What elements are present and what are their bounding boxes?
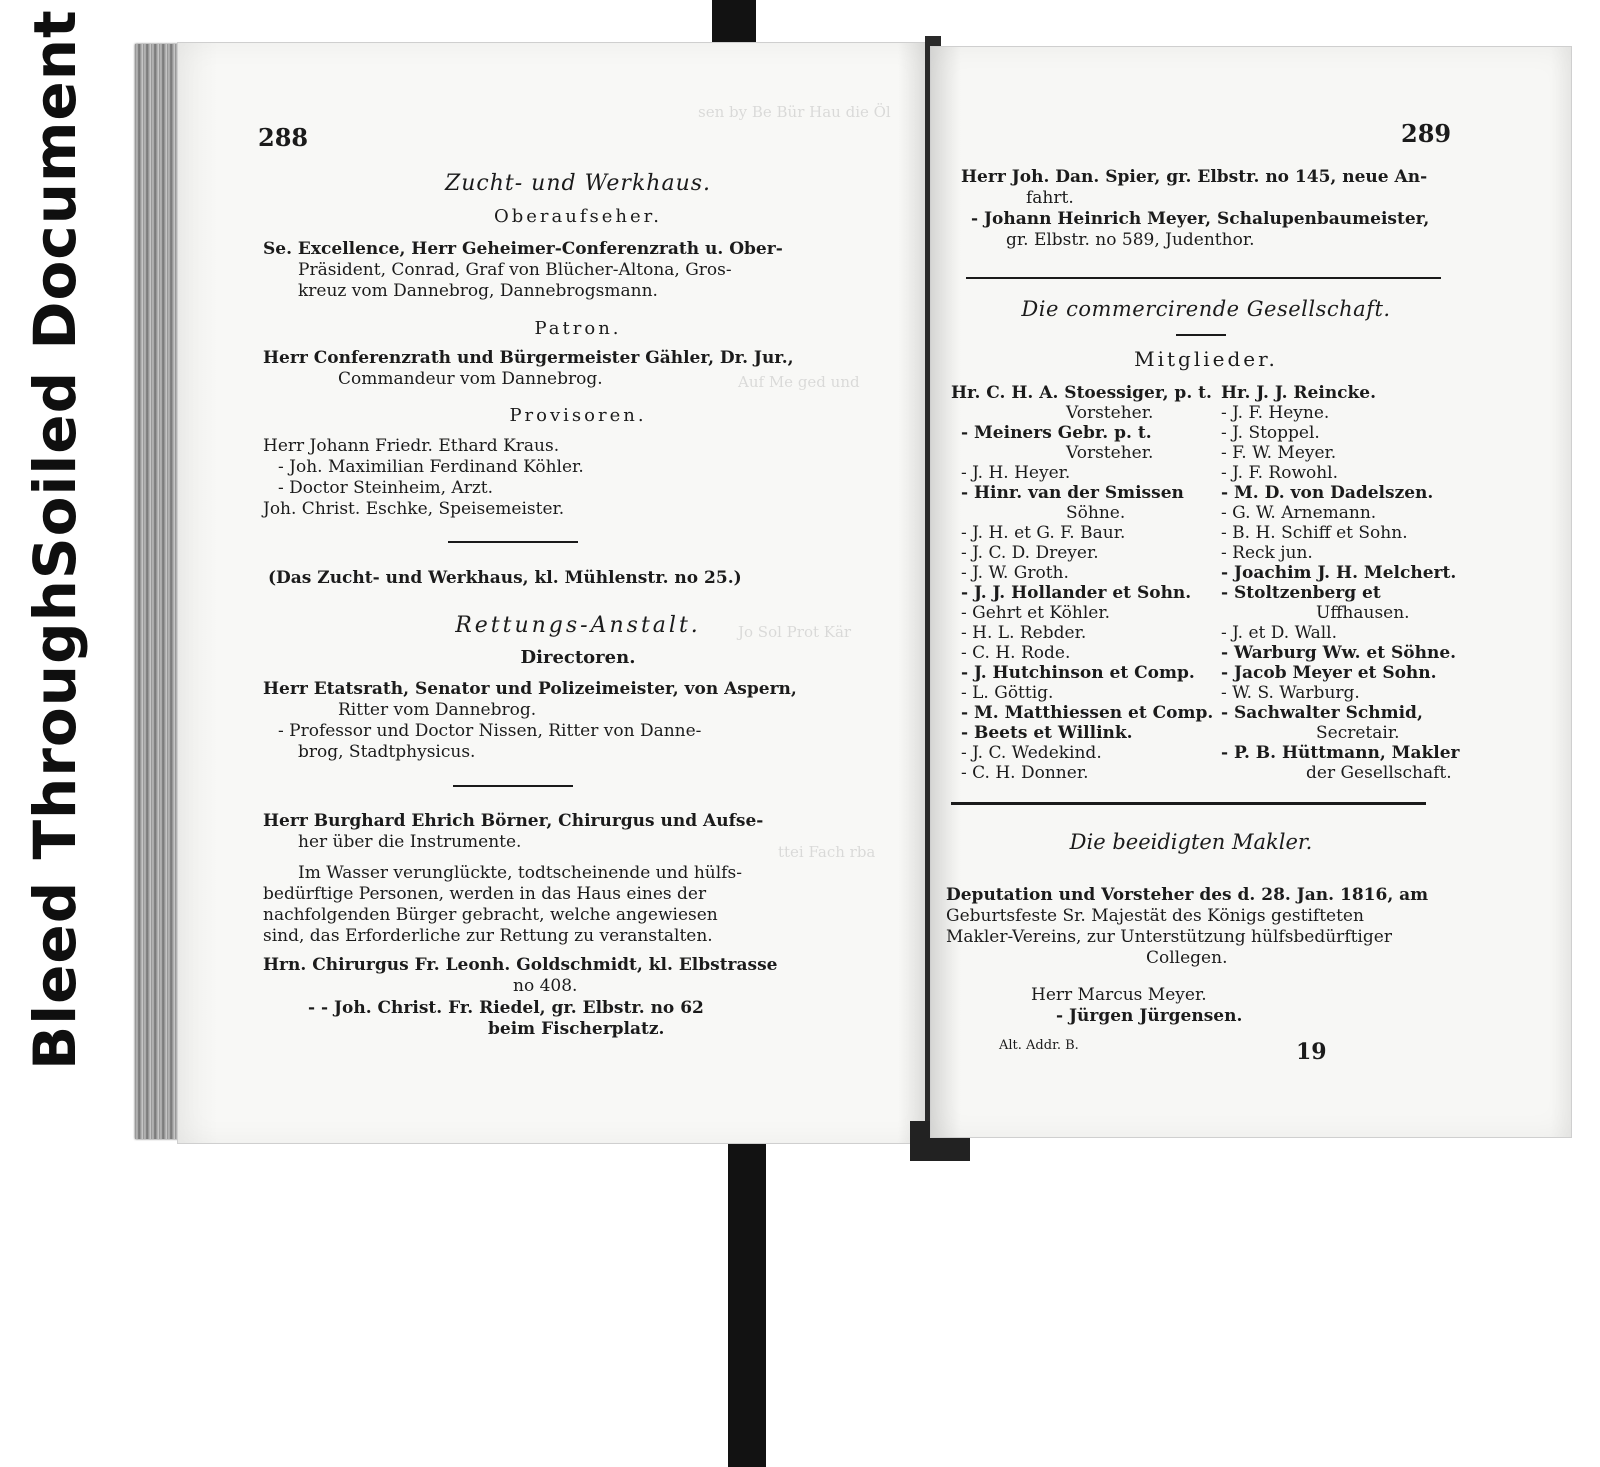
member-entry: - J. F. Heyne. xyxy=(1221,403,1330,423)
member-entry: - Gehrt et Köhler. xyxy=(961,603,1110,623)
page-number: 289 xyxy=(1401,119,1452,148)
text-line: - Professor und Doctor Nissen, Ritter von Danne- xyxy=(278,721,702,741)
address-line: (Das Zucht- und Werkhaus, kl. Mühlenstr. no 25.) xyxy=(268,568,742,588)
divider xyxy=(966,277,1441,279)
member-entry: - G. W. Arnemann. xyxy=(1221,503,1377,523)
member-entry: Uffhausen. xyxy=(1316,603,1410,623)
text-line: Herr Johann Friedr. Ethard Kraus. xyxy=(263,436,560,456)
member-entry: - J. Stoppel. xyxy=(1221,423,1320,443)
signature-number: 19 xyxy=(1296,1039,1327,1065)
member-entry: Hr. J. J. Reincke. xyxy=(1221,383,1377,403)
text-line: beim Fischerplatz. xyxy=(488,1019,665,1039)
right-page xyxy=(930,46,1572,1138)
text-line: Makler-Vereins, zur Unterstützung hülfsbedürftiger xyxy=(946,927,1392,947)
text-line: sind, das Erforderliche zur Rettung zu veranstalten. xyxy=(263,926,713,946)
member-entry: - P. B. Hüttmann, Makler xyxy=(1221,743,1460,763)
text-line: - - Joh. Christ. Fr. Riedel, gr. Elbstr. no 62 xyxy=(308,998,704,1018)
subheading: Oberaufseher. xyxy=(493,206,662,227)
side-label-left: Bleed Through xyxy=(21,579,89,1070)
member-entry: - Meiners Gebr. p. t. xyxy=(961,423,1152,443)
book-edge xyxy=(135,44,183,1139)
member-entry: - F. W. Meyer. xyxy=(1221,443,1337,463)
text-line: Herr Marcus Meyer. xyxy=(1031,985,1207,1005)
subheading: Provisoren. xyxy=(509,405,647,426)
text-line: Geburtsfeste Sr. Majestät des Königs gestifteten xyxy=(946,906,1364,926)
member-entry: - J. Hutchinson et Comp. xyxy=(961,663,1195,683)
member-entry: - Joachim J. H. Melchert. xyxy=(1221,563,1457,583)
member-entry: Vorsteher. xyxy=(1066,443,1154,463)
member-entry: - Warburg Ww. et Söhne. xyxy=(1221,643,1457,663)
subheading: Mitglieder. xyxy=(1134,347,1278,371)
text-line: - Johann Heinrich Meyer, Schalupenbaumeister, xyxy=(971,209,1430,229)
text-line: Hrn. Chirurgus Fr. Leonh. Goldschmidt, kl. Elbstrasse xyxy=(263,955,778,975)
member-entry: - Hinr. van der Smissen xyxy=(961,483,1184,503)
member-entry: - J. H. et G. F. Baur. xyxy=(961,523,1126,543)
text-line: brog, Stadtphysicus. xyxy=(298,742,476,762)
subheading: Patron. xyxy=(534,318,622,339)
member-entry: - M. Matthiessen et Comp. xyxy=(961,703,1214,723)
member-entry: Vorsteher. xyxy=(1066,403,1154,423)
text-line: nachfolgenden Bürger gebracht, welche angewiesen xyxy=(263,905,718,925)
divider xyxy=(448,541,578,543)
member-entry: - Jacob Meyer et Sohn. xyxy=(1221,663,1437,683)
member-entry: - C. H. Rode. xyxy=(961,643,1071,663)
text-line: Commandeur vom Dannebrog. xyxy=(338,369,603,389)
text-line: Ritter vom Dannebrog. xyxy=(338,700,537,720)
left-page: sen by Be Bür Hau die Öl Auf Me ged und Jo Sol Prot Kär ttei Fach rba 288 Zucht- und Werkhaus. Oberaufseher. Se. Excellence, Herr Geheimer-Conferenzrath u. Ober- Präsident, Conrad, Graf von Blücher-Altona, Gros- kreuz vom Dannebrog, Dannebrogsmann. Patron. Herr Conferenzrath und Bürgermeister Gähler, Dr. Jur., Commandeur vom Dannebrog. Provisoren. Herr Johann Friedr. Ethard Kraus. - Joh. Maximilian Ferdinand Köhler. - Doctor Steinheim, Arzt. Joh. Christ. Eschke, Speisemeister. (Das Zucht- und Werkhaus, kl. Mühlenstr. no 25.) Rettungs-Anstalt. Directoren. Herr Etatsrath, Senator und Polizeimeister, von Aspern, Ritter vom Dannebrog. - Professor und Doctor Nissen, Ritter von Danne- brog, Stadtphysicus. Herr Burghard Ehrich Börner, Chirurgus und Aufse- her über die Instrumente. Im Wasser verunglückte, todtscheinende und hülfs- bedürftige Personen, werden in das Haus eines der nachfolgenden Bürger gebracht, welche angewiesen sind, das Erforderliche zur Rettung zu veranstalten. Hrn. Chirurgus Fr. Leonh. Goldschmidt, kl. Elbstrasse no 408. - - Joh. Christ. Fr. Riedel, gr. Elbstr. no 62 beim Fischerplatz. xyxy=(177,42,931,1144)
section-heading: Zucht- und Werkhaus. xyxy=(444,171,712,196)
member-entry: - J. F. Rowohl. xyxy=(1221,463,1339,483)
text-line: Im Wasser verunglückte, todtscheinende und hülfs- xyxy=(298,863,742,883)
member-entry: - Reck jun. xyxy=(1221,543,1313,563)
text-line: Herr Etatsrath, Senator und Polizeimeister, von Aspern, xyxy=(263,679,797,699)
text-line: Collegen. xyxy=(1146,948,1228,968)
text-line: - Jürgen Jürgensen. xyxy=(1056,1006,1243,1026)
text-line: - Joh. Maximilian Ferdinand Köhler. xyxy=(278,457,584,477)
text-line: Herr Joh. Dan. Spier, gr. Elbstr. no 145, neue An- xyxy=(961,167,1428,187)
text-line: bedürftige Personen, werden in das Haus eines der xyxy=(263,884,707,904)
member-entry: - H. L. Rebder. xyxy=(961,623,1087,643)
member-entry: Secretair. xyxy=(1316,723,1400,743)
member-entry: - C. H. Donner. xyxy=(961,763,1089,783)
member-entry: - W. S. Warburg. xyxy=(1221,683,1360,703)
text-line: kreuz vom Dannebrog, Dannebrogsmann. xyxy=(298,281,658,301)
text-line: Se. Excellence, Herr Geheimer-Conferenzrath u. Ober- xyxy=(263,239,783,259)
member-entry: - J. C. Wedekind. xyxy=(961,743,1102,763)
member-entry: Hr. C. H. A. Stoessiger, p. t. xyxy=(951,383,1212,403)
side-label-right: Soiled Document xyxy=(21,9,89,580)
member-entry: - B. H. Schiff et Sohn. xyxy=(1221,523,1408,543)
member-entry: - L. Göttig. xyxy=(961,683,1054,703)
text-line: her über die Instrumente. xyxy=(298,832,522,852)
member-entry: - J. et D. Wall. xyxy=(1221,623,1337,643)
text-line: Herr Conferenzrath und Bürgermeister Gähler, Dr. Jur., xyxy=(263,348,794,368)
bookmark-ribbon-bottom xyxy=(728,1125,766,1467)
member-entry: - J. H. Heyer. xyxy=(961,463,1071,483)
member-entry: - J. C. D. Dreyer. xyxy=(961,543,1099,563)
member-entry: - Stoltzenberg et xyxy=(1221,583,1381,603)
divider xyxy=(453,785,573,787)
member-entry: - Beets et Willink. xyxy=(961,723,1133,743)
text-line: Deputation und Vorsteher des d. 28. Jan. 1816, am xyxy=(946,885,1429,905)
text-line: - Doctor Steinheim, Arzt. xyxy=(278,478,494,498)
member-entry: - J. W. Groth. xyxy=(961,563,1069,583)
member-entry: - M. D. von Dadelszen. xyxy=(1221,483,1434,503)
short-divider xyxy=(1176,334,1226,336)
section-heading: Die beeidigten Makler. xyxy=(1069,830,1313,854)
member-entry: - J. J. Hollander et Sohn. xyxy=(961,583,1192,603)
text-line: Joh. Christ. Eschke, Speisemeister. xyxy=(263,499,565,519)
divider xyxy=(951,802,1426,805)
member-entry: Söhne. xyxy=(1066,503,1126,523)
text-line: Herr Burghard Ehrich Börner, Chirurgus und Aufse- xyxy=(263,811,764,831)
text-line: no 408. xyxy=(513,976,578,996)
section-heading: Rettungs-Anstalt. xyxy=(455,613,701,638)
text-line: gr. Elbstr. no 589, Judenthor. xyxy=(1006,230,1255,250)
open-book xyxy=(135,36,1460,1146)
member-entry: - Sachwalter Schmid, xyxy=(1221,703,1423,723)
text-line: Präsident, Conrad, Graf von Blücher-Altona, Gros- xyxy=(298,260,732,280)
member-entry: der Gesellschaft. xyxy=(1306,763,1452,783)
page-number: 288 xyxy=(258,123,309,152)
side-label xyxy=(10,10,100,1070)
signature-mark: Alt. Addr. B. xyxy=(999,1038,1079,1053)
text-line: fahrt. xyxy=(1026,188,1074,208)
section-heading: Die commercirende Gesellschaft. xyxy=(1021,297,1391,321)
subheading: Directoren. xyxy=(520,647,636,668)
